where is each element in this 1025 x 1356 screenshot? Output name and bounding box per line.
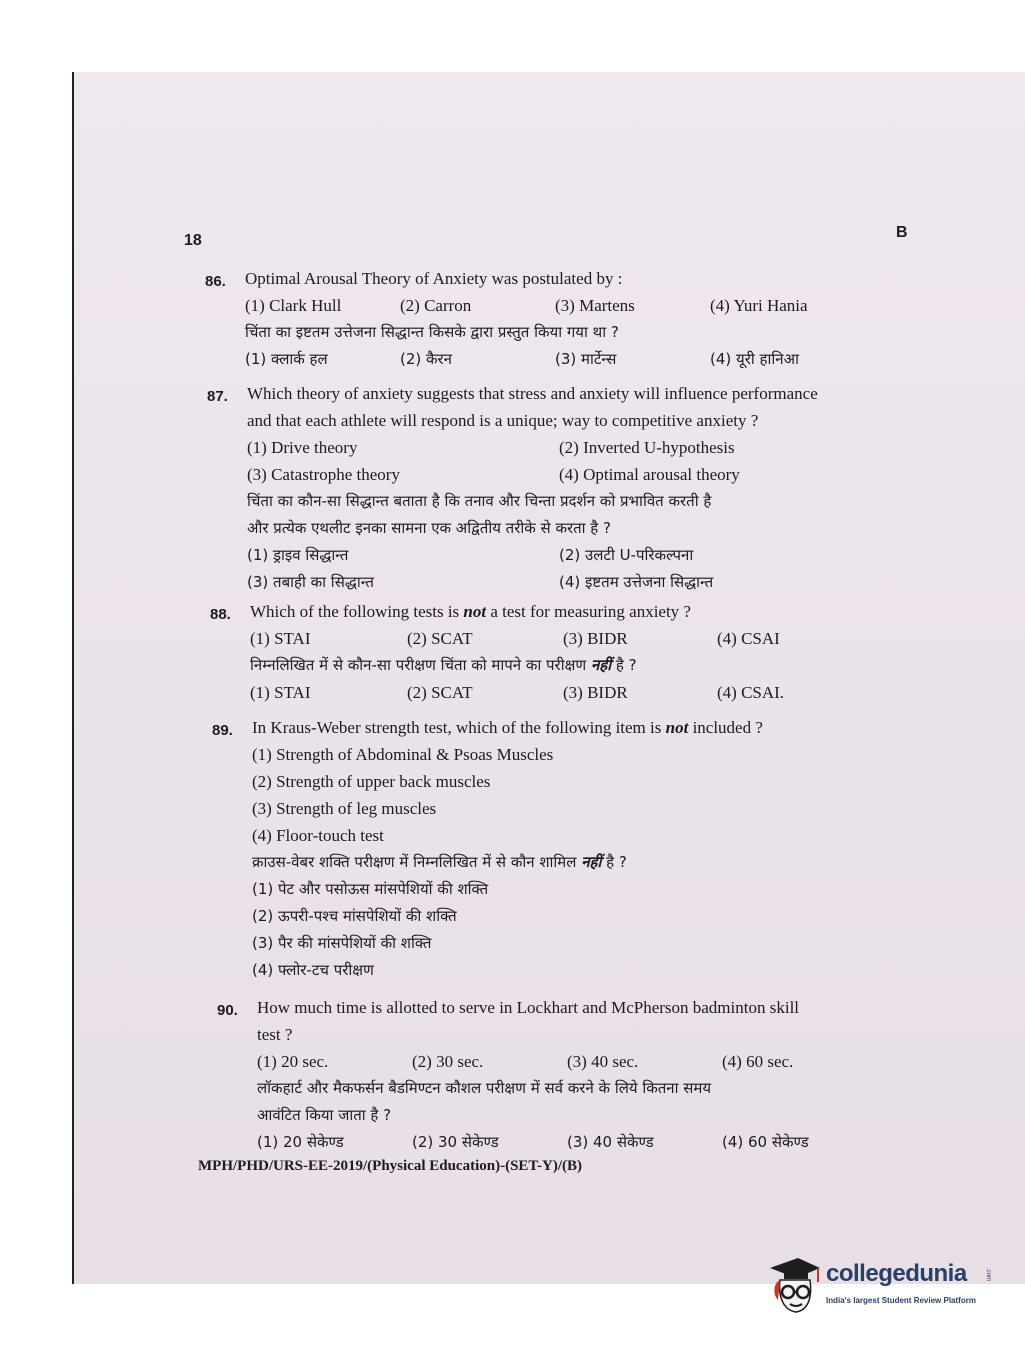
option-4: (4) CSAI. [717,683,785,702]
option-4: (4) इष्टतम उत्तेजना सिद्धान्त [559,573,714,591]
options-en-row-2 [247,461,917,488]
option-3: (3) पैर की मांसपेशियों की शक्ति [252,934,432,952]
question-number: 87. [207,388,228,405]
question-number: 86. [205,273,226,290]
option-1: (1) Clark Hull [245,296,342,315]
text-pre: Which of the following tests is [250,602,464,621]
question-text-en-line-2: and that each athlete will respond is a unique; way to competitive anxiety ? [247,411,759,430]
graduate-cap-face-icon [766,1254,822,1318]
text-pre: निम्नलिखित में से कौन-सा परीक्षण चिंता को मापने का परीक्षण [250,656,591,674]
question-number: 89. [212,722,233,739]
option-4: (4) 60 सेकेण्ड [722,1133,809,1151]
question-text-hi [252,849,912,876]
option-1: (1) 20 सेकेण्ड [257,1133,344,1151]
option-1: (1) ड्राइव सिद्धान्त [247,546,349,564]
options-hi-row-2 [247,569,917,596]
option-2: (2) Strength of upper back muscles [252,772,491,791]
set-letter: B [896,224,908,241]
option-1: (1) पेट और पसोऊस मांसपेशियों की शक्ति [252,880,489,898]
option-3: (3) Catastrophe theory [247,465,400,484]
question-text-hi-line-2: और प्रत्येक एथलीट इनका सामना एक अद्वितीय तरीके से करता है ? [247,519,611,537]
options-hi [257,1129,917,1156]
option-3: (3) 40 सेकेण्ड [567,1133,654,1151]
option-1: (1) 20 sec. [257,1052,329,1071]
options-hi [245,346,905,373]
options-en [252,741,912,849]
option-4: (4) CSAI [717,629,780,648]
text-post: included ? [688,718,763,737]
question-text-hi-line-1: लॉकहार्ट और मैकफर्सन बैडमिण्टन कौशल परीक्षण में सर्व करने के लिये कितना समय [257,1079,712,1097]
option-4: (4) 60 sec. [722,1052,794,1071]
option-4: (4) Optimal arousal theory [559,465,740,484]
logo-tagline: India's largest Student Review Platform [826,1296,976,1305]
options-en [257,1048,917,1075]
option-3: (3) 40 sec. [567,1052,639,1071]
option-4: (4) यूरी हानिआ [710,350,799,368]
emphasis-not: नहीं [590,656,612,674]
option-3: (3) BIDR [563,629,628,648]
options-hi [250,679,910,706]
paper-code-footer: MPH/PHD/URS-EE-2019/(Physical Education)-(SET-Y)/(B) [198,1158,583,1174]
question-88 [210,598,910,706]
question-number: 90. [217,1002,238,1019]
option-4: (4) Yuri Hania [710,296,808,315]
option-1: (1) STAI [250,629,311,648]
option-2: (2) SCAT [407,629,473,648]
question-text-en [252,714,912,741]
option-3: (3) Strength of leg muscles [252,799,437,818]
question-text-hi [250,652,910,679]
options-hi [252,876,912,984]
text-post: a test for measuring anxiety ? [486,602,691,621]
page-number: 18 [184,232,202,249]
emphasis-not: not [665,718,689,737]
text-pre: In Kraus-Weber strength test, which of the following item is [252,718,666,737]
option-3: (3) Martens [555,296,635,315]
text-post: है ? [611,656,637,674]
logo-dot-com: .com [985,1268,991,1282]
option-2: (2) SCAT [407,683,473,702]
option-1: (1) Strength of Abdominal & Psoas Muscles [252,745,554,764]
option-4: (4) फ्लोर-टच परीक्षण [252,961,374,979]
option-1: (1) Drive theory [247,438,358,457]
emphasis-not: not [463,602,487,621]
collegedunia-logo[interactable] [766,1254,996,1318]
option-2: (2) 30 sec. [412,1052,484,1071]
option-2: (2) कैरन [400,350,452,368]
question-87 [207,380,917,596]
question-90 [217,994,917,1156]
question-text-en [250,598,910,625]
question-text-hi: चिंता का इष्टतम उत्तेजना सिद्धान्त किसके द्वारा प्रस्तुत किया गया था ? [245,323,619,341]
option-3: (3) तबाही का सिद्धान्त [247,573,374,591]
question-text-en-line-1: Which theory of anxiety suggests that stress and anxiety will influence performance [247,384,818,403]
option-1: (1) क्लार्क हल [245,350,328,368]
option-1: (1) STAI [250,683,311,702]
option-2: (2) 30 सेकेण्ड [412,1133,499,1151]
option-3: (3) मार्टेन्स [555,350,617,368]
text-post: है ? [601,853,627,871]
options-hi-row-1 [247,542,917,569]
option-2: (2) उलटी U-परिकल्पना [559,546,694,564]
option-4: (4) Floor-touch test [252,826,384,845]
option-2: (2) ऊपरी-पश्च मांसपेशियों की शक्ति [252,907,457,925]
options-en-row-1 [247,434,917,461]
question-text-en-line-2: test ? [257,1025,293,1044]
question-text-hi-line-2: आवंटित किया जाता है ? [257,1106,392,1124]
question-text-hi-line-1: चिंता का कौन-सा सिद्धान्त बताता है कि तनाव और चिन्ता प्रदर्शन को प्रभावित करती है [247,492,712,510]
emphasis-not: नहीं [581,853,602,871]
question-number: 88. [210,606,231,623]
text-pre: क्राउस-वेबर शक्ति परीक्षण में निम्नलिखित में से कौन शामिल [252,853,582,871]
logo-wordmark: collegedunia [826,1260,967,1287]
question-text-en: Optimal Arousal Theory of Anxiety was postulated by : [245,269,623,288]
options-en [245,292,905,319]
option-2: (2) Carron [400,296,472,315]
options-en [250,625,910,652]
question-86 [205,265,905,373]
question-text-en-line-1: How much time is allotted to serve in Lockhart and McPherson badminton skill [257,998,800,1017]
question-89 [212,714,912,984]
option-3: (3) BIDR [563,683,628,702]
option-2: (2) Inverted U-hypothesis [559,438,735,457]
